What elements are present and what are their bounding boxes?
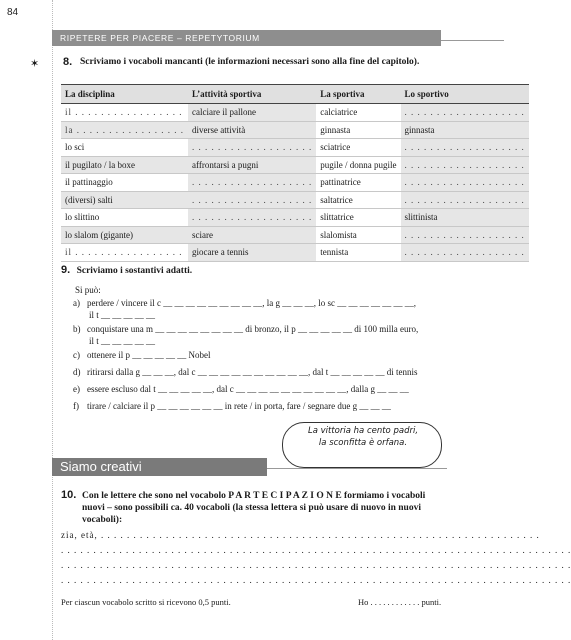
section-rule bbox=[267, 468, 447, 469]
table-cell: diverse attività bbox=[188, 121, 316, 139]
margin-guide bbox=[52, 0, 53, 640]
table-cell: ginnasta bbox=[401, 121, 529, 139]
table-cell[interactable]: il . . . . . . . . . . . . . . . . . bbox=[61, 104, 188, 122]
table-cell: lo sci bbox=[61, 139, 188, 157]
quote-line: la sconfitta è orfana. bbox=[318, 438, 408, 448]
answer-line[interactable]: . . . . . . . . . . . . . . . . . . . . . . . . . . . . . . . . . . . . . . . . . . . . . . . . . . . . . . . . . . . . . . . . . . . . . . . . . . . . . . . bbox=[61, 560, 571, 570]
table-cell[interactable]: . . . . . . . . . . . . . . . . . . . bbox=[401, 244, 529, 262]
item-letter: f) bbox=[73, 401, 79, 411]
table-cell[interactable]: . . . . . . . . . . . . . . . . . . . bbox=[188, 174, 316, 192]
table-row bbox=[61, 156, 529, 174]
table-row bbox=[61, 104, 529, 122]
item-continuation[interactable]: il t __ __ __ __ __ bbox=[89, 310, 156, 320]
table-cell: calciatrice bbox=[316, 104, 400, 122]
table-cell[interactable]: . . . . . . . . . . . . . . . . . . . bbox=[401, 226, 529, 244]
table-cell: sciatrice bbox=[316, 139, 400, 157]
quote-text bbox=[300, 425, 426, 449]
table-cell: slalomista bbox=[316, 226, 400, 244]
table-cell: calciare il pallone bbox=[188, 104, 316, 122]
item-letter: e) bbox=[73, 384, 80, 394]
item-text[interactable]: perdere / vincere il c __ __ __ __ __ __ __ __ __, la g __ __ __, lo sc __ __ __ __ __ __ __, bbox=[87, 298, 416, 308]
table-cell: il pugilato / la boxe bbox=[61, 156, 188, 174]
table-cell: pattinatrice bbox=[316, 174, 400, 192]
table-cell: affrontarsi a pugni bbox=[188, 156, 316, 174]
star-icon: ✶ bbox=[30, 58, 40, 70]
column-header: L’attività sportiva bbox=[188, 85, 316, 104]
table-cell: tennista bbox=[316, 244, 400, 262]
exercise-item bbox=[73, 384, 409, 394]
table-row bbox=[61, 121, 529, 139]
exercise-number: 9. bbox=[61, 264, 71, 276]
answer-line[interactable]: zia, età, . . . . . . . . . . . . . . . . . . . . . . . . . . . . . . . . . . . . . . . . . . . . . . . . . . . . . . . . . . . . . . . . . . . . bbox=[61, 530, 540, 540]
exercise-item bbox=[73, 350, 210, 360]
exercise-intro: Si può: bbox=[75, 285, 101, 295]
exercise-item bbox=[73, 401, 391, 411]
exercise-instruction: Scriviamo i vocaboli mancanti (le informazioni necessari sono alla fine del capitolo). bbox=[80, 57, 420, 67]
table-cell: lo slittino bbox=[61, 209, 188, 227]
table-cell[interactable]: . . . . . . . . . . . . . . . . . . . bbox=[401, 174, 529, 192]
exercise-number: 8. bbox=[63, 56, 73, 68]
section-title: Siamo creativi bbox=[60, 459, 142, 474]
header-rule bbox=[441, 40, 504, 41]
table-row bbox=[61, 174, 529, 192]
exercise-number: 10. bbox=[61, 489, 77, 501]
table-cell: sciare bbox=[188, 226, 316, 244]
table-cell: (diversi) salti bbox=[61, 191, 188, 209]
exercise-item bbox=[73, 324, 418, 334]
item-text[interactable]: tirare / calciare il p __ __ __ __ __ __ in rete / in porta, fare / segnare due g __ __ __ bbox=[87, 401, 391, 411]
exercise-instruction: Con le lettere che sono nel vocabolo P A R T E C I P A Z I O N E formiamo i vocaboli nuovi – sono possibili ca. 40 vocaboli (la stessa lettera si può usare di nuovo in nuovi vocaboli): bbox=[82, 491, 426, 525]
table-cell: ginnasta bbox=[316, 121, 400, 139]
table-cell[interactable]: . . . . . . . . . . . . . . . . . . . bbox=[401, 139, 529, 157]
exercise-title: Scriviamo i sostantivi adatti. bbox=[76, 266, 193, 276]
table-cell[interactable]: . . . . . . . . . . . . . . . . . . . bbox=[401, 104, 529, 122]
item-letter: c) bbox=[73, 350, 80, 360]
table-row bbox=[61, 139, 529, 157]
sports-table bbox=[61, 84, 529, 262]
table-cell: pugile / donna pugile bbox=[316, 156, 400, 174]
table-cell[interactable]: . . . . . . . . . . . . . . . . . . . bbox=[188, 191, 316, 209]
table-cell[interactable]: il . . . . . . . . . . . . . . . . . bbox=[61, 244, 188, 262]
exercise-item bbox=[73, 367, 417, 377]
points-note: Per ciascun vocabolo scritto si ricevono 0,5 punti. bbox=[61, 597, 231, 607]
table-row bbox=[61, 244, 529, 262]
table-cell[interactable]: la . . . . . . . . . . . . . . . . . bbox=[61, 121, 188, 139]
table-cell[interactable]: . . . . . . . . . . . . . . . . . . . bbox=[401, 156, 529, 174]
score-field[interactable]: Ho . . . . . . . . . . . . punti. bbox=[358, 597, 442, 607]
table-cell: giocare a tennis bbox=[188, 244, 316, 262]
section-banner bbox=[52, 458, 267, 476]
item-text[interactable]: conquistare una m __ __ __ __ __ __ __ __ di bronzo, il p __ __ __ __ __ di 100 milla euro, bbox=[87, 324, 419, 334]
exercise-9 bbox=[61, 264, 192, 276]
table-row bbox=[61, 191, 529, 209]
item-text[interactable]: ritirarsi dalla g __ __ __, dal c __ __ __ __ __ __ __ __ __ __, dal t __ __ __ __ __ di tennis bbox=[87, 367, 418, 377]
table-cell: il pattinaggio bbox=[61, 174, 188, 192]
table-row bbox=[61, 226, 529, 244]
item-letter: d) bbox=[73, 367, 81, 377]
column-header: Lo sportivo bbox=[401, 85, 529, 104]
table-cell: lo slalom (gigante) bbox=[61, 226, 188, 244]
item-continuation[interactable]: il t __ __ __ __ __ bbox=[89, 336, 156, 346]
item-text[interactable]: ottenere il p __ __ __ __ __ Nobel bbox=[87, 350, 211, 360]
answer-line[interactable]: . . . . . . . . . . . . . . . . . . . . . . . . . . . . . . . . . . . . . . . . . . . . . . . . . . . . . . . . . . . . . . . . . . . . . . . . . . . . . . . bbox=[61, 575, 571, 585]
answer-line[interactable]: . . . . . . . . . . . . . . . . . . . . . . . . . . . . . . . . . . . . . . . . . . . . . . . . . . . . . . . . . . . . . . . . . . . . . . . . . . . . . . . bbox=[61, 545, 571, 555]
exercise-item bbox=[73, 298, 416, 308]
table-row bbox=[61, 209, 529, 227]
column-header: La disciplina bbox=[61, 85, 188, 104]
column-header: La sportiva bbox=[316, 85, 400, 104]
table-cell: saltatrice bbox=[316, 191, 400, 209]
item-letter: a) bbox=[73, 298, 80, 308]
header-title: RIPETERE PER PIACERE – REPETYTORIUM bbox=[60, 33, 260, 43]
item-letter: b) bbox=[73, 324, 81, 334]
table-cell[interactable]: . . . . . . . . . . . . . . . . . . . bbox=[188, 209, 316, 227]
table-header-row bbox=[61, 85, 529, 104]
table-cell: slittinista bbox=[401, 209, 529, 227]
table-cell: slittatrice bbox=[316, 209, 400, 227]
quote-line: La vittoria ha cento padri, bbox=[307, 426, 419, 436]
page-number: 84 bbox=[7, 7, 19, 18]
table-cell[interactable]: . . . . . . . . . . . . . . . . . . . bbox=[401, 191, 529, 209]
item-text[interactable]: essere escluso dal t __ __ __ __ __, dal c __ __ __ __ __ __ __ __ __ __, dalla g __ __ __ bbox=[87, 384, 409, 394]
table-cell[interactable]: . . . . . . . . . . . . . . . . . . . bbox=[188, 139, 316, 157]
